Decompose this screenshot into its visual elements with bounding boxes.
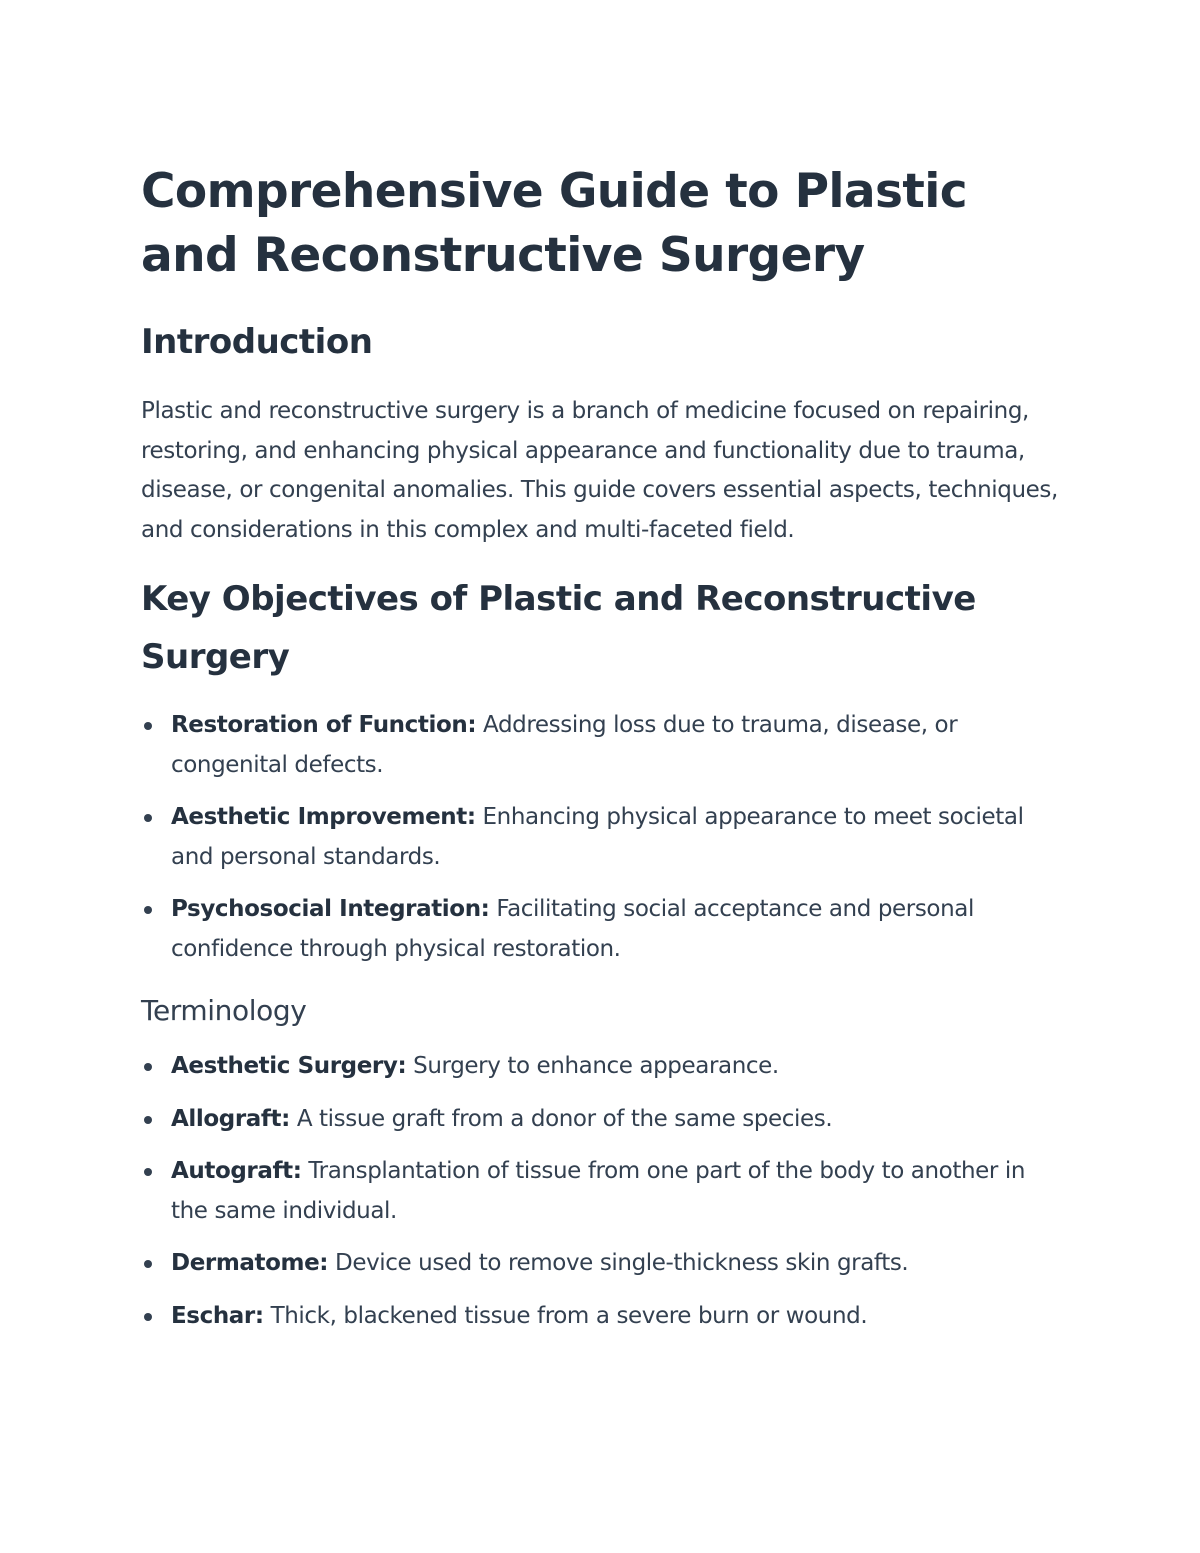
document-title: Comprehensive Guide to Plastic and Reconstructive Surgery [141,164,968,283]
list-item [141,1047,1061,1087]
objectives-list [141,706,1061,969]
list-item [141,1297,1061,1337]
objectives-heading: Key Objectives of Plastic and Reconstructive Surgery [141,579,976,677]
bullet-icon [144,906,152,914]
list-item-text: Device used to remove single-thickness skin grafts. [328,1250,909,1276]
bullet-icon [144,1116,152,1124]
list-item-text: A tissue graft from a donor of the same species. [289,1105,833,1132]
list-item-term: Aesthetic Improvement: [171,804,476,830]
list-item-term: Dermatome: [171,1250,329,1276]
list-item [141,1100,1061,1140]
list-item [141,890,1061,969]
terminology-heading: Terminology [141,994,307,1027]
list-item-text: Facilitating social acceptance and personal confidence through physical restoration. [171,896,974,962]
list-item-term: Autograft: [171,1158,302,1184]
bullet-icon [144,722,152,730]
list-item-text: Transplantation of tissue from one part of the body to another in the same individual. [171,1158,1026,1224]
list-item [141,1152,1061,1231]
list-item-text: Addressing loss due to trauma, disease, or congenital defects. [171,712,958,778]
list-item-text: Enhancing physical appearance to meet societal and personal standards. [171,804,1024,870]
list-item-term: Psychosocial Integration: [171,896,490,922]
terminology-list [141,1047,1061,1336]
list-item-text: Surgery to enhance appearance. [406,1053,779,1079]
introduction-paragraph: Plastic and reconstructive surgery is a branch of medicine focused on repairing, restoring, and enhancing physical appearance and functionality due to trauma, disease, or congenital anomalies. This guide covers essential aspects, techniques, and considerations in this complex and multi-faceted field. [141,398,1058,543]
bullet-icon [144,1260,152,1268]
list-item-term: Aesthetic Surgery: [171,1053,407,1079]
bullet-icon [144,814,152,822]
introduction-heading: Introduction [141,322,373,362]
list-item-term: Eschar: [171,1302,264,1329]
list-item-text: Thick, blackened tissue from a severe burn or wound. [263,1302,868,1329]
list-item [141,798,1061,877]
document-page [141,160,1061,1349]
bullet-icon [144,1313,152,1321]
bullet-icon [144,1168,152,1176]
list-item [141,706,1061,785]
list-item-term: Allograft: [171,1105,290,1132]
list-item [141,1244,1061,1284]
list-item-term: Restoration of Function: [171,712,477,738]
bullet-icon [144,1063,152,1071]
